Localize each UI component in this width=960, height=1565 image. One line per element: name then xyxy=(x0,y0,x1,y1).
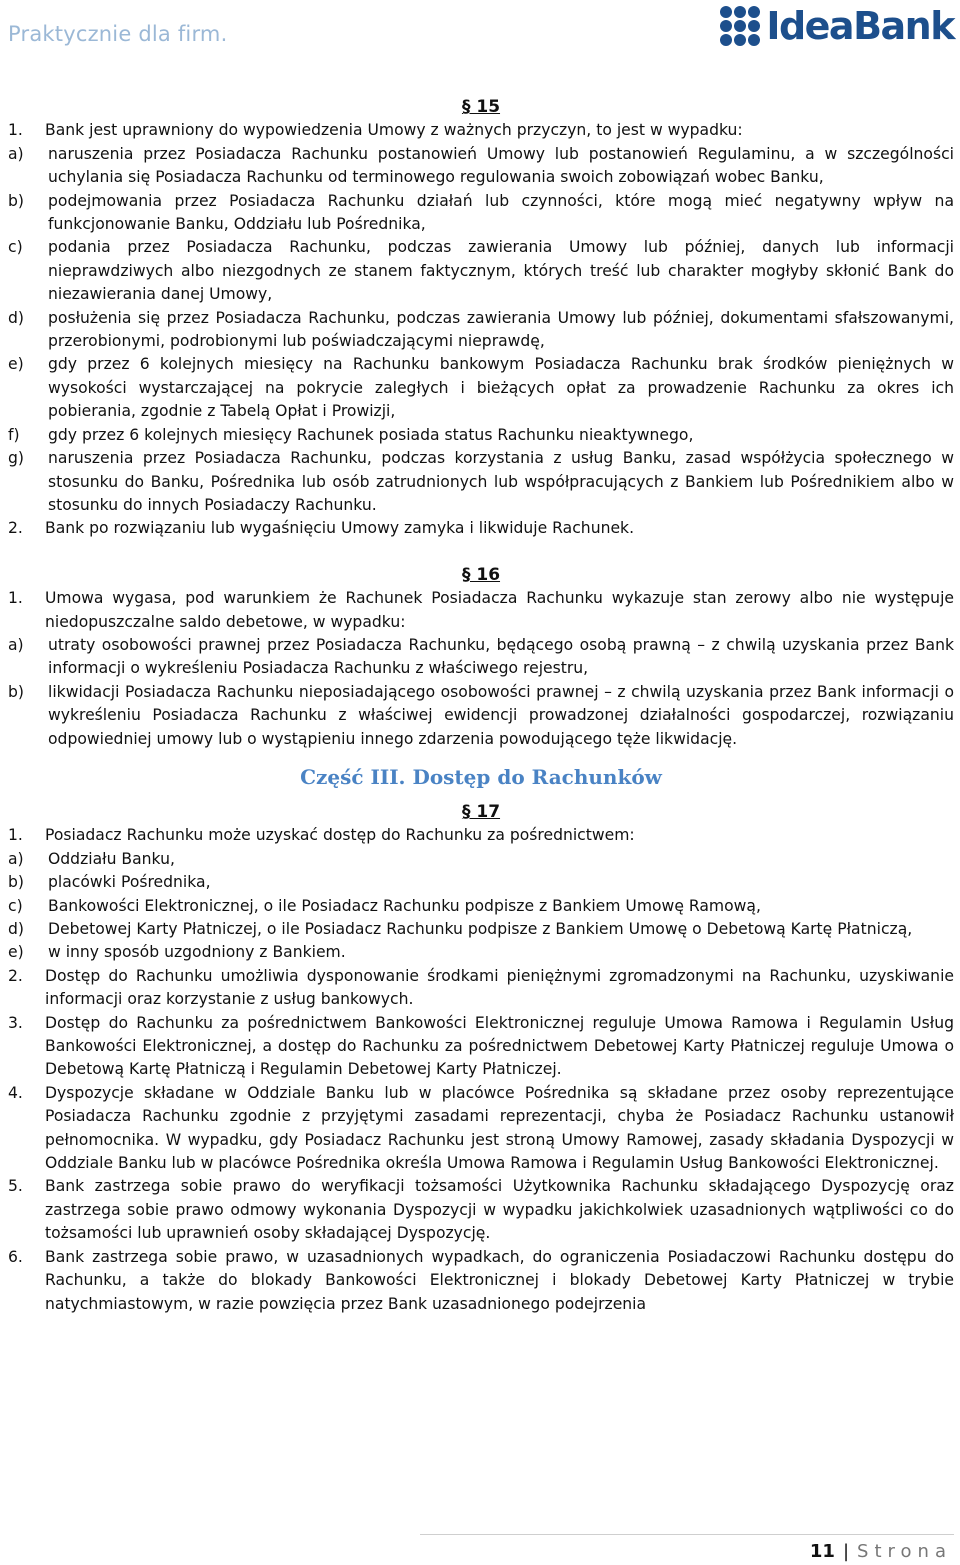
list-item: e) w inny sposób uzgodniony z Bankiem. xyxy=(8,943,346,962)
list-item: a) naruszenia przez Posiadacza Rachunku postanowień Umowy lub postanowień Regulaminu, a w szczególności uchylania się Posiadacza Rachunku od terminowego regulowania swoich zobowiązań wobec Banku, xyxy=(8,144,954,187)
list-item: e) gdy przez 6 kolejnych miesięcy na Rachunku bankowym Posiadacza Rachunku brak środków pieniężnych w wysokości wystarczającej na pokrycie zaległych i bieżących opłat za prowadzenie Rachunku za okres ich pobierania, zgodnie z Tabelą Opłat i Prowizji, xyxy=(8,355,954,421)
footer-page-word: Strona xyxy=(857,1541,952,1562)
list-item: c) Bankowości Elektronicznej, o ile Posiadacz Rachunku podpisze z Bankiem Umowę Ramową, xyxy=(8,896,761,915)
list-item: 5. Bank zastrzega sobie prawo do weryfikacji tożsamości Użytkownika Rachunku składającego Dyspozycję oraz zastrzega sobie prawo odmowy wykonania Dyspozycji w wypadku jakichkolwiek uzasadnionych wątpliwości co do tożsamości lub uprawnień osoby składającej Dyspozycję. xyxy=(8,1177,954,1243)
footer-separator: | xyxy=(842,1541,850,1562)
list-item: 1. Posiadacz Rachunku może uzyskać dostęp do Rachunku za pośrednictwem: xyxy=(8,826,635,845)
list-item: 1. Bank jest uprawniony do wypowiedzenia Umowy z ważnych przyczyn, to jest w wypadku: xyxy=(8,121,743,140)
section-17-title: § 17 xyxy=(461,801,501,822)
part-heading: Część III. Dostęp do Rachunków xyxy=(300,764,662,789)
page-number: 11 xyxy=(809,1541,835,1562)
header-tagline: Praktycznie dla firm. xyxy=(8,22,228,46)
section-16-title: § 16 xyxy=(461,564,501,585)
list-item: c) podania przez Posiadacza Rachunku, podczas zawierania Umowy lub później, danych lub informacji nieprawdziwych albo niezgodnych ze stanem faktycznym, których treść lub charakter mogłyby skłonić Bank do niezawierania danej Umowy, xyxy=(8,238,954,304)
list-item: 6. Bank zastrzega sobie prawo, w uzasadnionych wypadkach, do ograniczenia Posiadaczowi Rachunku dostępu do Rachunku, a także do blokady Bankowości Elektronicznej i blokady Debetowej Karty Płatniczej w trybie natychmiastowym, w razie powzięcia przez Bank uzasadnionego podejrzenia xyxy=(8,1247,954,1313)
list-item: 2. Bank po rozwiązaniu lub wygaśnięciu Umowy zamyka i likwiduje Rachunek. xyxy=(8,519,635,538)
list-item: b) placówki Pośrednika, xyxy=(8,873,211,892)
page-footer xyxy=(810,1541,952,1562)
list-item: 3. Dostęp do Rachunku za pośrednictwem Bankowości Elektronicznej reguluje Umowa Ramowa i Regulamin Usług Bankowości Elektronicznej, a dostęp do Rachunku za pośrednictwem Debetowej Karty Płatniczej reguluje Umowa o Debetową Kartę Płatniczą i Regulamin Debetowej Karty Płatniczej. xyxy=(8,1013,954,1079)
list-item: a) utraty osobowości prawnej przez Posiadacza Rachunku, będącego osobą prawną – z chwilą uzyskania przez Bank informacji o wykreśleniu Posiadacza Rachunku z właściwego rejestru, xyxy=(8,635,954,678)
document-body xyxy=(8,96,954,1316)
list-item: 4. Dyspozycje składane w Oddziale Banku lub w placówce Pośrednika są składane przez osoby reprezentujące Posiadacza Rachunku zgodnie z przyjętymi zasadami reprezentacji, chyba że Posiadacz Rachunku ustanowił pełnomocnika. W wypadku, gdy Posiadacz Rachunku jest stroną Umowy Ramowej, zasady składania Dyspozycji w Oddziale Banku lub w placówce Pośrednika określa Umowa Ramowa i Regulamin Usług Bankowości Elektronicznej. xyxy=(8,1083,954,1173)
list-item: b) podejmowania przez Posiadacza Rachunku działań lub czynności, które mogą mieć negatywny wpływ na funkcjonowanie Banku, Oddziału lub Pośrednika, xyxy=(8,191,954,234)
list-item: a) Oddziału Banku, xyxy=(8,849,175,868)
section-15-title: § 15 xyxy=(461,97,501,117)
footer-divider xyxy=(420,1534,954,1535)
list-item: b) likwidacji Posiadacza Rachunku nieposiadającego osobowości prawnej – z chwilą uzyskania przez Bank informacji o wykreśleniu Posiadacza Rachunku z właściwej ewidencji prowadzonej działalności gospodarczej, rozwiązaniu odpowiedniej umowy lub o wystąpieniu innego zdarzenia powodującego tęże likwidację. xyxy=(8,682,954,748)
list-item: g) naruszenia przez Posiadacza Rachunku, podczas korzystania z usług Banku, zasad współżycia społecznego w stosunku do Banku, Pośrednika lub osób zatrudnionych lub współpracujących z Bankiem lub Pośrednikiem albo w stosunku do innych Posiadaczy Rachunku. xyxy=(8,449,954,514)
ideabank-logo xyxy=(720,2,954,50)
logo-dots-icon xyxy=(720,6,760,46)
list-item: 2. Dostęp do Rachunku umożliwia dysponowanie środkami pieniężnymi zgromadzonymi na Rachunku, uzyskiwanie informacji oraz korzystanie z usług bankowych. xyxy=(8,966,954,1009)
list-item: 1. Umowa wygasa, pod warunkiem że Rachunek Posiadacza Rachunku wykazuje stan zerowy albo nie występuje niedopuszczalne saldo debetowe, w wypadku: xyxy=(8,589,954,631)
logo-text: IdeaBank xyxy=(766,4,954,48)
list-item: d) Debetowej Karty Płatniczej, o ile Posiadacz Rachunku podpisze z Bankiem Umowę o Debetową Kartę Płatniczą, xyxy=(8,920,913,938)
list-item: d) posłużenia się przez Posiadacza Rachunku, podczas zawierania Umowy lub później, dokumentami sfałszowanymi, przerobionymi, podrobionymi lub poświadczającymi nieprawdę, xyxy=(8,308,954,351)
list-item: f) gdy przez 6 kolejnych miesięcy Rachunek posiada status Rachunku nieaktywnego, xyxy=(8,425,694,444)
